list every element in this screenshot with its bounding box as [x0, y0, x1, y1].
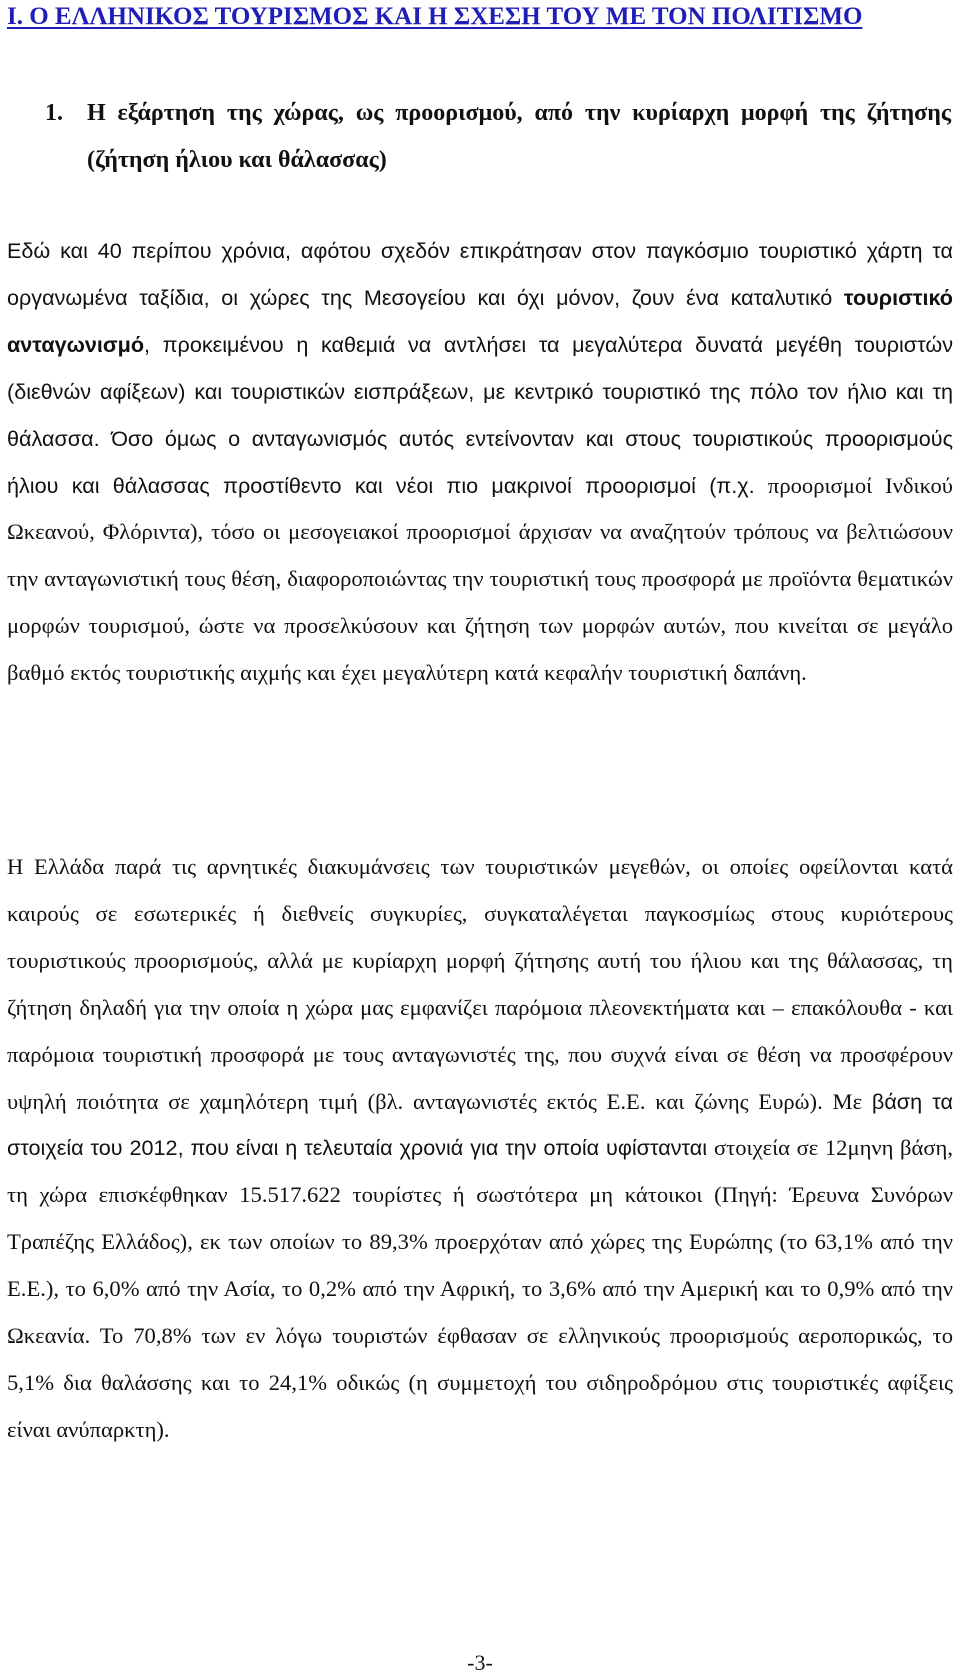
paragraph-1-text-b: , προκειμένου η καθεμιά να αντλήσει τα μεγαλύτερα δυνατά μεγέθη τουριστών (διεθνών αφίξεων) και τουριστικών εισπράξεων, με κεντρικό τουριστικό της πόλο τον ήλιο και τη θάλασσα. Όσο όμως ο ανταγωνισμός αυτός εντείνονταν και στους τουριστικούς προορισμούς ήλιου και θάλασσας προστίθεντο και νέοι πιο μακρινοί προορισμοί (π.χ.: [7, 331, 953, 498]
paragraph-2-text-c: στοιχεία σε 12μηνη βάση, τη χώρα επισκέφθηκαν 15.517.622 τουρίστες ή σωστότερα μη κάτοικοι (Πηγή: Έρευνα Συνόρων Τραπέζης Ελλάδος), εκ των οποίων το 89,3% προερχόταν από χώρες της Ευρώπης (το 63,1% από την Ε.Ε.), το 6,0% από την Ασία, το 0,2% από την Αφρική, το 3,6% από την Αμερική και το 0,9% από την Ωκεανία. Το 70,8% των εν λόγω τουριστών έφθασαν σε ελληνικούς προορισμούς αεροπορικώς, το 5,1% δια θαλάσσης και το 24,1% οδικώς (η συμμετοχή του σιδηροδρόμου στις τουριστικές αφίξεις είναι ανύπαρκτη).: [7, 1135, 953, 1442]
paragraph-1-text-c: προορισμοί Ινδικού Ωκεανού, Φλόριντα), τόσο οι μεσογειακοί προορισμοί άρχισαν να αναζητούν τρόπους να βελτιώσουν την ανταγωνιστική τους θέση, διαφοροποιώντας την τουριστική τους προσφορά με προϊόντα θεματικών μορφών τουρισμού, ώστε να προσελκύσουν και ζήτηση των μορφών αυτών, που κινείται σε μεγάλο βαθμό εκτός τουριστικής αιχμής και έχει μεγαλύτερη κατά κεφαλήν τουριστική δαπάνη.: [7, 472, 953, 686]
page-number: -3-: [467, 1650, 493, 1675]
paragraph-1-text-a: Εδώ και 40 περίπου χρόνια, αφότου σχεδόν επικράτησαν στον παγκόσμιο τουριστικό χάρτη τα οργανωμένα ταξίδια, οι χώρες της Μεσογείου και όχι μόνον, ζουν ένα καταλυτικό: [7, 238, 953, 310]
paragraph-1-bold-term: τουριστικό ανταγωνισμό: [7, 284, 953, 357]
paragraph-1: [7, 228, 953, 697]
paragraph-2: [7, 844, 953, 1454]
subsection-number: 1.: [45, 100, 63, 126]
document-page: [7, 0, 953, 1676]
paragraph-2-text-a: Η Ελλάδα παρά τις αρνητικές διακυμάνσεις των τουριστικών μεγεθών, οι οποίες οφείλονται κατά καιρούς σε εσωτερικές ή διεθνείς συγκυρίες, συγκαταλέγεται παγκοσμίως στους κυριότερους τουριστικούς προορισμούς, αλλά με κυρίαρχη μορφή ζήτησης αυτή του ήλιου και της θάλασσας, τη ζήτηση δηλαδή για την οποία η χώρα μας εμφανίζει παρόμοια πλεονεκτήματα και – επακόλουθα - και παρόμοια τουριστική προσφορά με τους ανταγωνιστές της, που συχνά είναι σε θέση να προσφέρουν υψηλή ποιότητα σε χαμηλότερη τιμή (βλ. ανταγωνιστές εκτός Ε.Ε. και ζώνης Ευρώ). Με: [7, 854, 953, 1114]
subsection-title: Η εξάρτηση της χώρας, ως προορισμού, από την κυρίαρχη μορφή της ζήτησης (ζήτηση ήλιου και θάλασσας): [87, 100, 951, 173]
section-heading: I. Ο ΕΛΛΗΝΙΚΟΣ ΤΟΥΡΙΣΜΟΣ ΚΑΙ Η ΣΧΕΣΗ ΤΟΥ ΜΕ ΤΟΝ ΠΟΛΙΤΙΣΜΟ: [7, 3, 863, 30]
subsection-heading: [45, 90, 951, 184]
paragraph-2-text-b: βάση τα στοιχεία του 2012, που είναι η τελευταία χρονιά για την οποία υφίστανται: [7, 1088, 954, 1161]
